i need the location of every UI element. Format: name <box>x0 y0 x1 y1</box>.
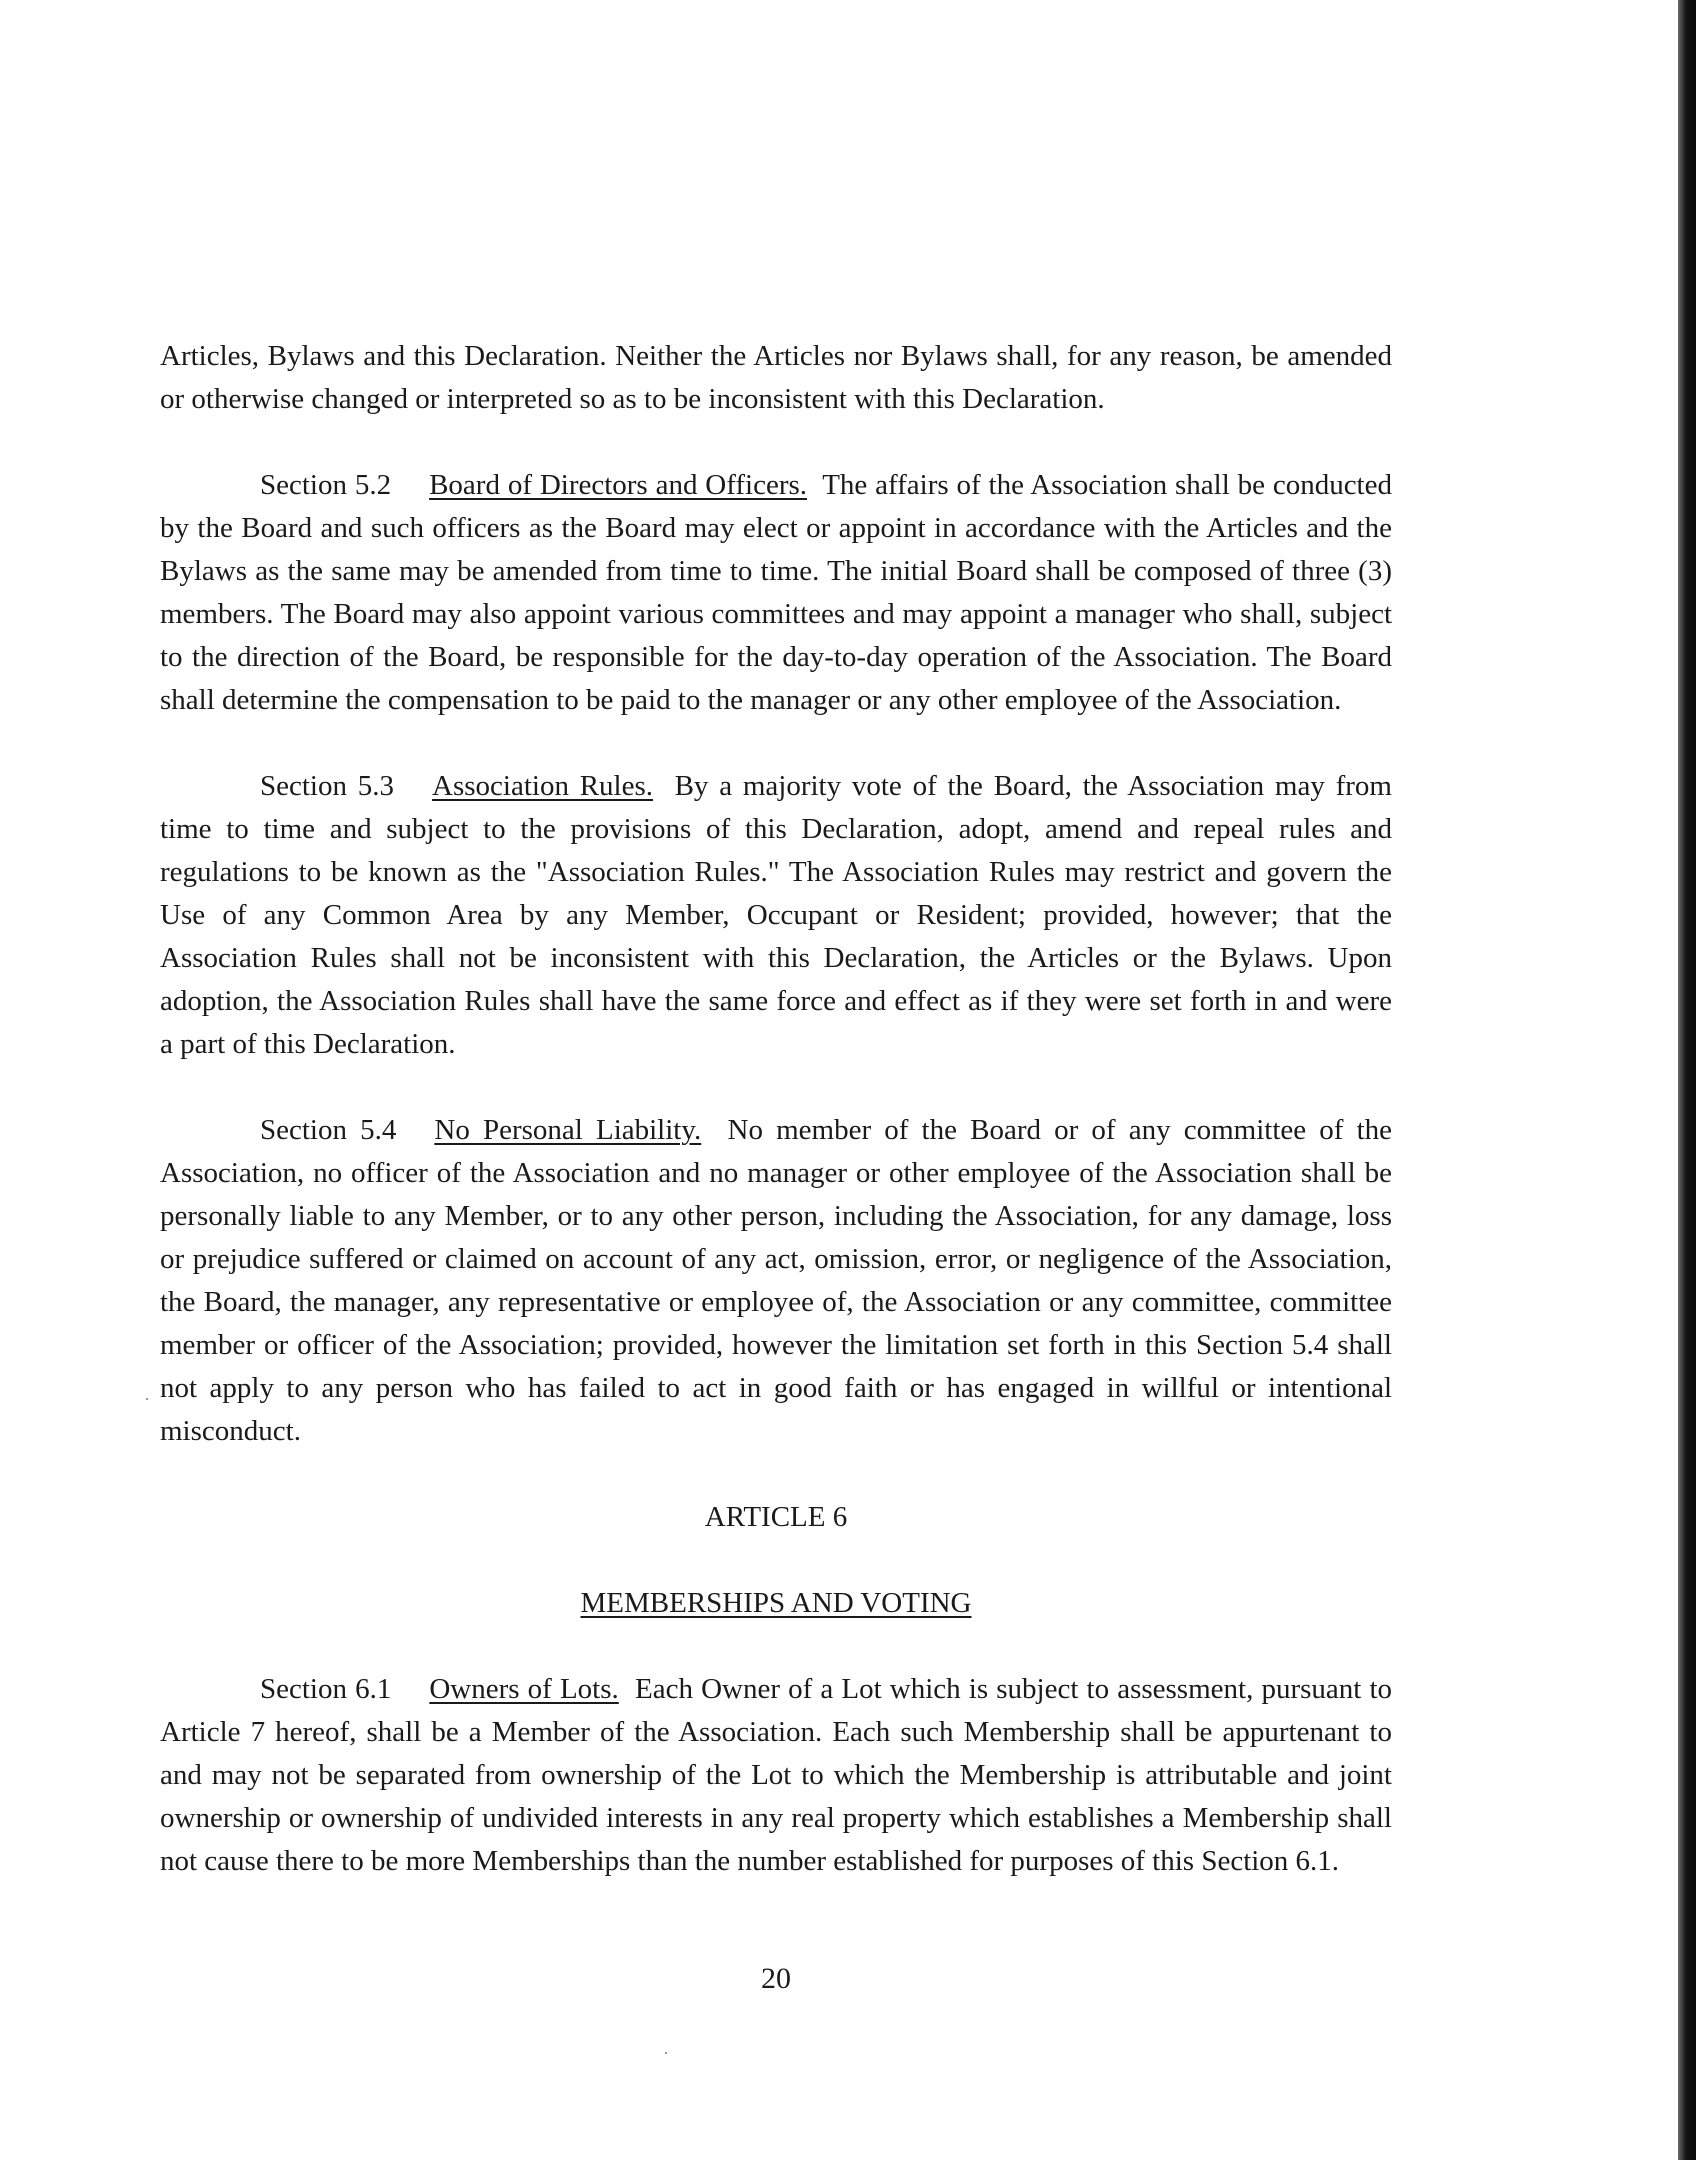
paragraph-continuation <box>160 335 1392 421</box>
section-title: Association Rules. <box>432 770 654 802</box>
section-number: Section 5.4 <box>260 1114 397 1146</box>
document-body <box>160 335 1392 1883</box>
section-title: No Personal Liability. <box>434 1114 702 1146</box>
section-body: No member of the Board or of any committee of the Association, no officer of the Association and no manager or other employee of the Association shall be personally liable to any Member, or to any other person, including the Association, for any damage, loss or prejudice suffered or claimed on account of any act, omission, error, or negligence of the Association, the Board, the manager, any representative or employee of, the Association or any committee, committee member or officer of the Association; provided, however the limitation set forth in this Section 5.4 shall not apply to any person who has failed to act in good faith or has engaged in willful or intentional misconduct. <box>160 1114 1392 1447</box>
section-6-1 <box>160 1668 1392 1883</box>
paragraph-text: Articles, Bylaws and this Declaration. Neither the Articles nor Bylaws shall, for any reason, be amended or otherwise changed or interpreted so as to be inconsistent with this Declaration. <box>160 340 1392 415</box>
article-title-text: MEMBERSHIPS AND VOTING <box>580 1587 972 1619</box>
section-title: Board of Directors and Officers. <box>429 469 808 501</box>
scan-edge-shadow <box>1678 0 1696 2160</box>
section-number: Section 5.3 <box>260 770 395 802</box>
section-body: By a majority vote of the Board, the Association may from time to time and subject to the provisions of this Declaration, adopt, amend and repeal rules and regulations to be known as the "Association Rules." The Association Rules may restrict and govern the Use of any Common Area by any Member, Occupant or Resident; provided, however; that the Association Rules shall not be inconsistent with this Declaration, the Articles or the Bylaws. Upon adoption, the Association Rules shall have the same force and effect as if they were set forth in and were a part of this Declaration. <box>160 770 1392 1060</box>
section-number: Section 6.1 <box>260 1673 392 1705</box>
article-heading: ARTICLE 6 <box>704 1501 848 1533</box>
scan-speck <box>665 2052 667 2054</box>
section-number: Section 5.2 <box>260 469 392 501</box>
article-title <box>160 1582 1392 1625</box>
page-number: 20 <box>761 1962 791 1995</box>
scan-speck <box>146 1398 148 1400</box>
section-body: Each Owner of a Lot which is subject to assessment, pursuant to Article 7 hereof, shall be a Member of the Association. Each such Membership shall be appurtenant to and may not be separated from ownership of the Lot to which the Membership is attributable and joint ownership or ownership of undivided interests in any real property which establishes a Membership shall not cause there to be more Memberships than the number established for purposes of this Section 6.1. <box>160 1673 1393 1877</box>
section-5-3 <box>160 765 1392 1066</box>
section-5-4 <box>160 1109 1392 1453</box>
section-body: The affairs of the Association shall be conducted by the Board and such officers as the Board may elect or appoint in accordance with the Articles and the Bylaws as the same may be amended from time to time. The initial Board shall be composed of three (3) members. The Board may also appoint various committees and may appoint a manager who shall, subject to the direction of the Board, be responsible for the day-to-day operation of the Association. The Board shall determine the compensation to be paid to the manager or any other employee of the Association. <box>160 469 1392 716</box>
section-title: Owners of Lots. <box>429 1673 619 1705</box>
section-5-2 <box>160 464 1392 722</box>
